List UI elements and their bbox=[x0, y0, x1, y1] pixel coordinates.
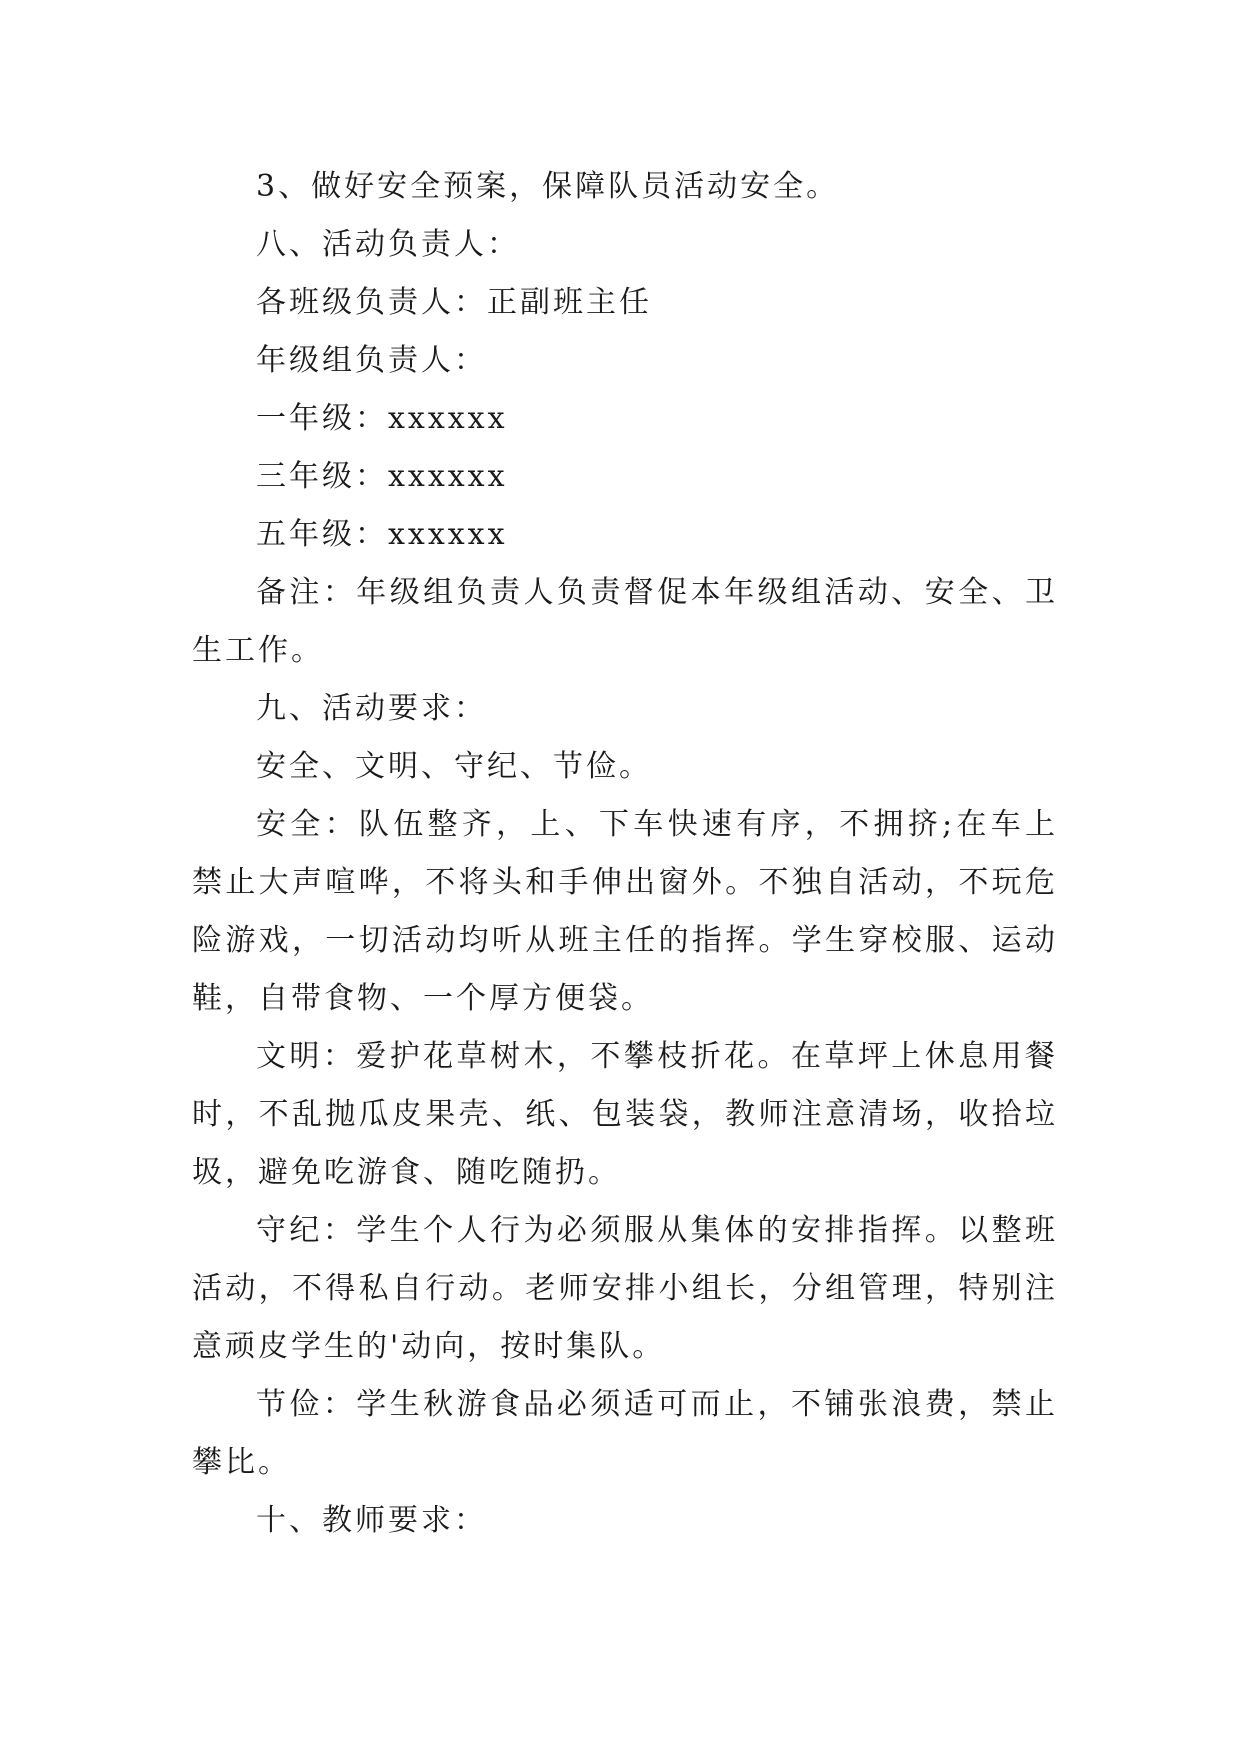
paragraph-requirements-summary: 安全、文明、守纪、节俭。 bbox=[256, 749, 652, 784]
document-page bbox=[192, 158, 1058, 1550]
heading-activity-leaders: 八、活动负责人： bbox=[256, 227, 520, 262]
paragraph-grade-five: 五年级：xxxxxx bbox=[256, 517, 508, 552]
paragraph-civility: 文明：爱护花草树木，不攀枝折花。在草坪上休息用餐时，不乱抛瓜皮果壳、纸、包装袋，教师注意清场，收拾垃圾，避免吃游食、随吃随扔。 bbox=[192, 1039, 1058, 1190]
heading-activity-requirements: 九、活动要求： bbox=[256, 691, 487, 726]
paragraph-class-leaders: 各班级负责人：正副班主任 bbox=[256, 285, 652, 320]
paragraph-safety-plan: 3、做好安全预案，保障队员活动安全。 bbox=[256, 169, 840, 204]
paragraph-discipline: 守纪：学生个人行为必须服从集体的安排指挥。以整班活动，不得私自行动。老师安排小组长，分组管理，特别注意顽皮学生的'动向，按时集队。 bbox=[192, 1213, 1058, 1364]
heading-teacher-requirements: 十、教师要求： bbox=[256, 1503, 487, 1538]
paragraph-thrift: 节俭：学生秋游食品必须适可而止，不铺张浪费，禁止攀比。 bbox=[192, 1387, 1058, 1480]
paragraph-grade-three: 三年级：xxxxxx bbox=[256, 459, 508, 494]
paragraph-grade-one: 一年级：xxxxxx bbox=[256, 401, 508, 436]
paragraph-grade-leaders: 年级组负责人： bbox=[256, 343, 487, 378]
paragraph-remark: 备注：年级组负责人负责督促本年级组活动、安全、卫生工作。 bbox=[192, 575, 1058, 668]
paragraph-safety: 安全：队伍整齐，上、下车快速有序，不拥挤;在车上禁止大声喧哗，不将头和手伸出窗外。不独自活动，不玩危险游戏，一切活动均听从班主任的指挥。学生穿校服、运动鞋，自带食物、一个厚方便袋。 bbox=[192, 807, 1058, 1016]
